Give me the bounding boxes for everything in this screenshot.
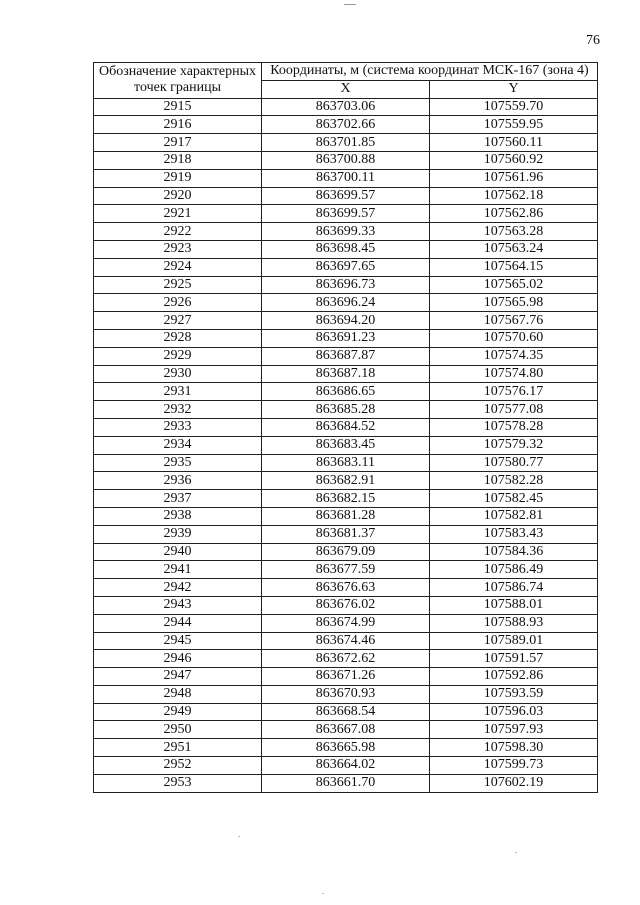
y-coordinate-cell: 107588.93 — [430, 614, 598, 632]
table-row — [94, 632, 598, 650]
table-row — [94, 436, 598, 454]
point-id-cell: 2930 — [94, 365, 262, 383]
y-coordinate-cell: 107597.93 — [430, 721, 598, 739]
table-row — [94, 312, 598, 330]
point-id-cell: 2942 — [94, 579, 262, 597]
y-coordinate-cell: 107565.02 — [430, 276, 598, 294]
y-coordinate-cell: 107578.28 — [430, 418, 598, 436]
y-coordinate-cell: 107565.98 — [430, 294, 598, 312]
y-coordinate-cell: 107574.80 — [430, 365, 598, 383]
y-coordinate-cell: 107582.81 — [430, 507, 598, 525]
y-coordinate-cell: 107596.03 — [430, 703, 598, 721]
scan-mark — [344, 4, 356, 5]
table-row — [94, 614, 598, 632]
point-id-cell: 2937 — [94, 490, 262, 508]
point-id-cell: 2934 — [94, 436, 262, 454]
point-id-cell: 2945 — [94, 632, 262, 650]
point-id-cell: 2952 — [94, 757, 262, 775]
x-coordinate-cell: 863674.46 — [262, 632, 430, 650]
table-row — [94, 490, 598, 508]
point-id-cell: 2941 — [94, 561, 262, 579]
x-coordinate-cell: 863687.18 — [262, 365, 430, 383]
point-id-cell: 2949 — [94, 703, 262, 721]
table-row — [94, 329, 598, 347]
table-row — [94, 668, 598, 686]
point-id-cell: 2920 — [94, 187, 262, 205]
x-coordinate-cell: 863664.02 — [262, 757, 430, 775]
point-id-cell: 2925 — [94, 276, 262, 294]
table-row — [94, 757, 598, 775]
x-coordinate-cell: 863682.15 — [262, 490, 430, 508]
point-id-cell: 2946 — [94, 650, 262, 668]
y-coordinate-cell: 107562.86 — [430, 205, 598, 223]
x-coordinate-cell: 863699.33 — [262, 223, 430, 241]
x-coordinate-cell: 863694.20 — [262, 312, 430, 330]
x-coordinate-cell: 863699.57 — [262, 205, 430, 223]
point-id-cell: 2938 — [94, 507, 262, 525]
y-coordinate-cell: 107560.92 — [430, 151, 598, 169]
x-coordinate-cell: 863661.70 — [262, 774, 430, 792]
x-coordinate-cell: 863700.11 — [262, 169, 430, 187]
x-coordinate-cell: 863696.73 — [262, 276, 430, 294]
y-coordinate-cell: 107598.30 — [430, 739, 598, 757]
y-coordinate-cell: 107560.11 — [430, 134, 598, 152]
table-row — [94, 134, 598, 152]
x-coordinate-cell: 863698.45 — [262, 240, 430, 258]
x-coordinate-cell: 863667.08 — [262, 721, 430, 739]
table-row — [94, 703, 598, 721]
y-coordinate-cell: 107586.49 — [430, 561, 598, 579]
table-row — [94, 685, 598, 703]
table-body — [94, 98, 598, 792]
x-coordinate-cell: 863702.66 — [262, 116, 430, 134]
y-coordinate-cell: 107562.18 — [430, 187, 598, 205]
y-coordinate-cell: 107593.59 — [430, 685, 598, 703]
point-id-cell: 2943 — [94, 596, 262, 614]
table-row — [94, 401, 598, 419]
table-row — [94, 418, 598, 436]
y-coordinate-cell: 107602.19 — [430, 774, 598, 792]
y-coordinate-cell: 107561.96 — [430, 169, 598, 187]
page-number: 76 — [586, 33, 600, 48]
table-row — [94, 650, 598, 668]
table-row — [94, 151, 598, 169]
y-coordinate-cell: 107563.28 — [430, 223, 598, 241]
y-coordinate-cell: 107592.86 — [430, 668, 598, 686]
y-coordinate-cell: 107567.76 — [430, 312, 598, 330]
table-row — [94, 525, 598, 543]
point-id-cell: 2933 — [94, 418, 262, 436]
point-id-cell: 2919 — [94, 169, 262, 187]
point-id-cell: 2948 — [94, 685, 262, 703]
x-coordinate-cell: 863683.11 — [262, 454, 430, 472]
scan-speck — [238, 836, 240, 837]
x-coordinate-cell: 863701.85 — [262, 134, 430, 152]
point-id-cell: 2923 — [94, 240, 262, 258]
table-row — [94, 187, 598, 205]
x-coordinate-cell: 863671.26 — [262, 668, 430, 686]
table-row — [94, 579, 598, 597]
point-id-cell: 2918 — [94, 151, 262, 169]
point-id-cell: 2929 — [94, 347, 262, 365]
point-id-cell: 2928 — [94, 329, 262, 347]
x-coordinate-cell: 863665.98 — [262, 739, 430, 757]
table-row — [94, 543, 598, 561]
table-row — [94, 240, 598, 258]
y-coordinate-cell: 107580.77 — [430, 454, 598, 472]
scan-speck — [322, 893, 324, 894]
y-coordinate-cell: 107583.43 — [430, 525, 598, 543]
y-coordinate-cell: 107599.73 — [430, 757, 598, 775]
table-row — [94, 472, 598, 490]
y-coordinate-cell: 107576.17 — [430, 383, 598, 401]
y-coordinate-cell: 107582.28 — [430, 472, 598, 490]
x-coordinate-cell: 863676.02 — [262, 596, 430, 614]
x-coordinate-cell: 863681.37 — [262, 525, 430, 543]
point-id-cell: 2939 — [94, 525, 262, 543]
x-coordinate-cell: 863681.28 — [262, 507, 430, 525]
table-row — [94, 258, 598, 276]
y-coordinate-cell: 107588.01 — [430, 596, 598, 614]
x-coordinate-cell: 863687.87 — [262, 347, 430, 365]
y-coordinate-cell: 107563.24 — [430, 240, 598, 258]
x-coordinate-cell: 863670.93 — [262, 685, 430, 703]
x-coordinate-cell: 863676.63 — [262, 579, 430, 597]
point-id-cell: 2935 — [94, 454, 262, 472]
point-id-cell: 2922 — [94, 223, 262, 241]
table-row — [94, 507, 598, 525]
point-id-cell: 2951 — [94, 739, 262, 757]
y-coordinate-cell: 107570.60 — [430, 329, 598, 347]
x-coordinate-cell: 863696.24 — [262, 294, 430, 312]
y-coordinate-cell: 107586.74 — [430, 579, 598, 597]
point-id-cell: 2917 — [94, 134, 262, 152]
table-row — [94, 116, 598, 134]
x-coordinate-cell: 863683.45 — [262, 436, 430, 454]
x-coordinate-cell: 863697.65 — [262, 258, 430, 276]
header-y: Y — [430, 80, 598, 98]
x-coordinate-cell: 863691.23 — [262, 329, 430, 347]
table-row — [94, 205, 598, 223]
table-row — [94, 276, 598, 294]
y-coordinate-cell: 107574.35 — [430, 347, 598, 365]
point-id-cell: 2936 — [94, 472, 262, 490]
point-id-cell: 2932 — [94, 401, 262, 419]
point-id-cell: 2921 — [94, 205, 262, 223]
y-coordinate-cell: 107584.36 — [430, 543, 598, 561]
y-coordinate-cell: 107579.32 — [430, 436, 598, 454]
y-coordinate-cell: 107582.45 — [430, 490, 598, 508]
x-coordinate-cell: 863672.62 — [262, 650, 430, 668]
y-coordinate-cell: 107591.57 — [430, 650, 598, 668]
point-id-cell: 2924 — [94, 258, 262, 276]
table-row — [94, 98, 598, 116]
x-coordinate-cell: 863685.28 — [262, 401, 430, 419]
table-row — [94, 294, 598, 312]
x-coordinate-cell: 863703.06 — [262, 98, 430, 116]
x-coordinate-cell: 863684.52 — [262, 418, 430, 436]
table-row — [94, 365, 598, 383]
table-row — [94, 347, 598, 365]
point-id-cell: 2916 — [94, 116, 262, 134]
scan-speck — [515, 852, 517, 853]
y-coordinate-cell: 107559.70 — [430, 98, 598, 116]
y-coordinate-cell: 107577.08 — [430, 401, 598, 419]
x-coordinate-cell: 863674.99 — [262, 614, 430, 632]
point-id-cell: 2953 — [94, 774, 262, 792]
point-id-cell: 2947 — [94, 668, 262, 686]
header-x: X — [262, 80, 430, 98]
x-coordinate-cell: 863686.65 — [262, 383, 430, 401]
x-coordinate-cell: 863679.09 — [262, 543, 430, 561]
table-row — [94, 739, 598, 757]
y-coordinate-cell: 107589.01 — [430, 632, 598, 650]
x-coordinate-cell: 863677.59 — [262, 561, 430, 579]
table-row — [94, 774, 598, 792]
table-row — [94, 383, 598, 401]
table-row — [94, 721, 598, 739]
x-coordinate-cell: 863682.91 — [262, 472, 430, 490]
coordinates-table — [93, 62, 598, 793]
table-row — [94, 561, 598, 579]
x-coordinate-cell: 863699.57 — [262, 187, 430, 205]
table-row — [94, 596, 598, 614]
point-id-cell: 2944 — [94, 614, 262, 632]
x-coordinate-cell: 863668.54 — [262, 703, 430, 721]
point-id-cell: 2915 — [94, 98, 262, 116]
point-id-cell: 2927 — [94, 312, 262, 330]
table-row — [94, 169, 598, 187]
x-coordinate-cell: 863700.88 — [262, 151, 430, 169]
y-coordinate-cell: 107564.15 — [430, 258, 598, 276]
table-row — [94, 454, 598, 472]
header-designation: Обозначение характерных точек границы — [94, 63, 262, 99]
table-row — [94, 223, 598, 241]
point-id-cell: 2926 — [94, 294, 262, 312]
header-coordinates: Координаты, м (система координат МСК-167 (зона 4) — [262, 63, 598, 81]
point-id-cell: 2931 — [94, 383, 262, 401]
y-coordinate-cell: 107559.95 — [430, 116, 598, 134]
point-id-cell: 2940 — [94, 543, 262, 561]
point-id-cell: 2950 — [94, 721, 262, 739]
